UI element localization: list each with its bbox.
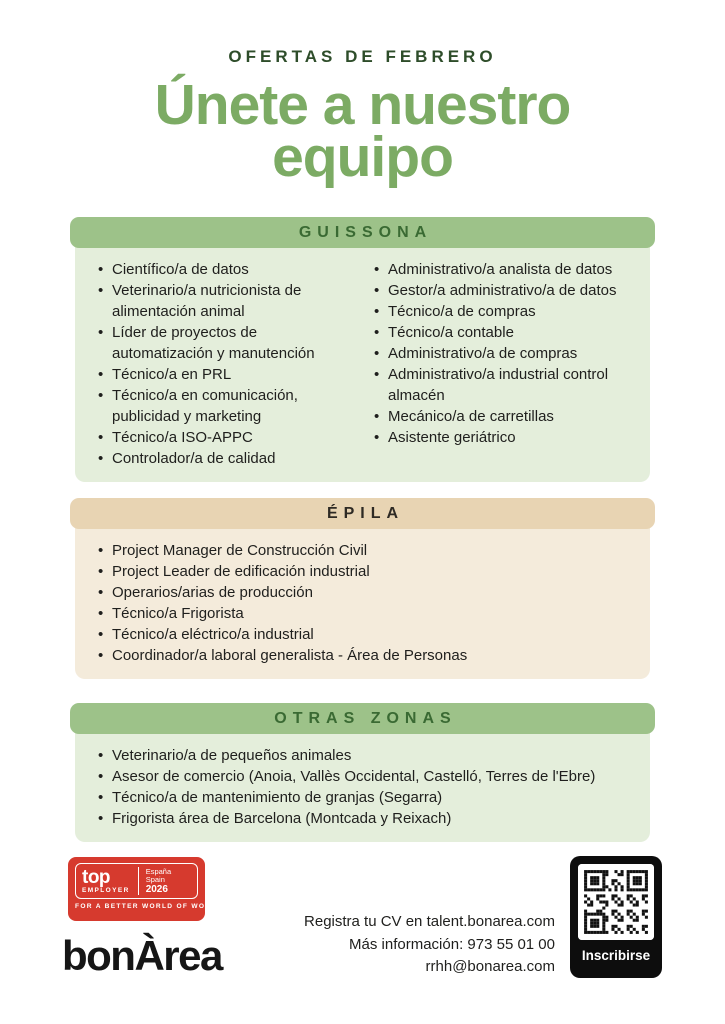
section-guissona bbox=[70, 217, 655, 482]
top-employer-region bbox=[146, 868, 171, 895]
job-item: • Técnico/a ISO-APPC bbox=[97, 427, 355, 448]
contact-cv-line: Registra tu CV en talent.bonarea.com bbox=[304, 913, 555, 930]
job-item: • Controlador/a de calidad bbox=[97, 448, 355, 469]
job-item: • Técnico/a de mantenimiento de granjas (Segarra) bbox=[97, 787, 632, 808]
top-employer-inner-box bbox=[75, 863, 198, 899]
guissona-jobs-column-1 bbox=[97, 259, 355, 469]
job-item: • Gestor/a administrativo/a de datos bbox=[373, 280, 632, 301]
job-item: • Técnico/a eléctrico/a industrial bbox=[97, 624, 632, 645]
job-item: • Técnico/a de compras bbox=[373, 301, 632, 322]
job-item: • Mecánico/a de carretillas bbox=[373, 406, 632, 427]
section-guissona-header: GUISSONA bbox=[70, 217, 655, 248]
job-item: • Project Leader de edificación industrial bbox=[97, 561, 632, 582]
contact-phone-line: Más información: 973 55 01 00 bbox=[349, 935, 555, 953]
job-item: • Veterinario/a nutricionista de alimentación animal bbox=[97, 280, 355, 322]
top-employer-tagline: FOR A BETTER WORLD OF WORK bbox=[75, 903, 218, 910]
top-employer-country-en: Spain bbox=[145, 875, 165, 885]
job-item: • Técnico/a en PRL bbox=[97, 364, 355, 385]
job-item: • Técnico/a contable bbox=[373, 322, 632, 343]
job-item: • Técnico/a en comunicación, publicidad y marketing bbox=[97, 385, 355, 427]
otras-zonas-jobs-list bbox=[97, 745, 632, 829]
job-item: • Asistente geriátrico bbox=[373, 427, 632, 448]
title-line-1: Únete a nuestro bbox=[154, 73, 571, 137]
job-item: • Frigorista área de Barcelona (Montcada y Reixach) bbox=[97, 808, 632, 829]
job-item: • Líder de proyectos de automatización y manutención bbox=[97, 322, 355, 364]
qr-label: Inscribirse bbox=[581, 948, 651, 963]
job-item: • Asesor de comercio (Anoia, Vallès Occidental, Castelló, Terres de l'Ebre) bbox=[97, 766, 632, 787]
section-epila bbox=[70, 498, 655, 679]
top-employer-country: España bbox=[145, 866, 172, 876]
poster-title bbox=[0, 73, 725, 189]
job-item: • Project Manager de Construcción Civil bbox=[97, 540, 632, 561]
top-employer-word-employer: EMPLOYER bbox=[82, 886, 130, 894]
job-item: • Administrativo/a de compras bbox=[373, 343, 632, 364]
job-item: • Administrativo/a analista de datos bbox=[373, 259, 632, 280]
bonarea-logo: bonÀrea bbox=[62, 932, 222, 979]
section-epila-body bbox=[75, 527, 650, 679]
top-employer-wordmark bbox=[82, 866, 130, 894]
qr-code-icon bbox=[578, 864, 654, 940]
section-otras-zonas-body bbox=[75, 732, 650, 842]
job-item: • Operarios/arias de producción bbox=[97, 582, 632, 603]
section-otras-zonas bbox=[70, 703, 655, 842]
top-employer-badge bbox=[68, 857, 218, 921]
top-employer-divider bbox=[138, 867, 139, 895]
job-item: • Técnico/a Frigorista bbox=[97, 603, 632, 624]
qr-block bbox=[570, 856, 662, 978]
top-employer-year: 2026 bbox=[145, 883, 168, 895]
section-epila-header: ÉPILA bbox=[70, 498, 655, 529]
job-item: • Científico/a de datos bbox=[97, 259, 355, 280]
job-item: • Administrativo/a industrial control almacén bbox=[373, 364, 632, 406]
title-line-2: equipo bbox=[272, 125, 453, 189]
section-guissona-body bbox=[75, 246, 650, 482]
contact-block bbox=[240, 911, 555, 979]
contact-email-line: rrhh@bonarea.com bbox=[425, 958, 555, 975]
job-item: • Coordinador/a laboral generalista - Área de Personas bbox=[97, 645, 632, 666]
section-otras-zonas-header: OTRAS ZONAS bbox=[70, 703, 655, 734]
epila-jobs-list bbox=[97, 540, 632, 666]
job-item: • Veterinario/a de pequeños animales bbox=[97, 745, 632, 766]
poster-eyebrow: OFERTAS DE FEBRERO bbox=[228, 47, 497, 66]
guissona-jobs-column-2 bbox=[373, 259, 632, 469]
top-employer-word-top: top bbox=[82, 866, 111, 888]
